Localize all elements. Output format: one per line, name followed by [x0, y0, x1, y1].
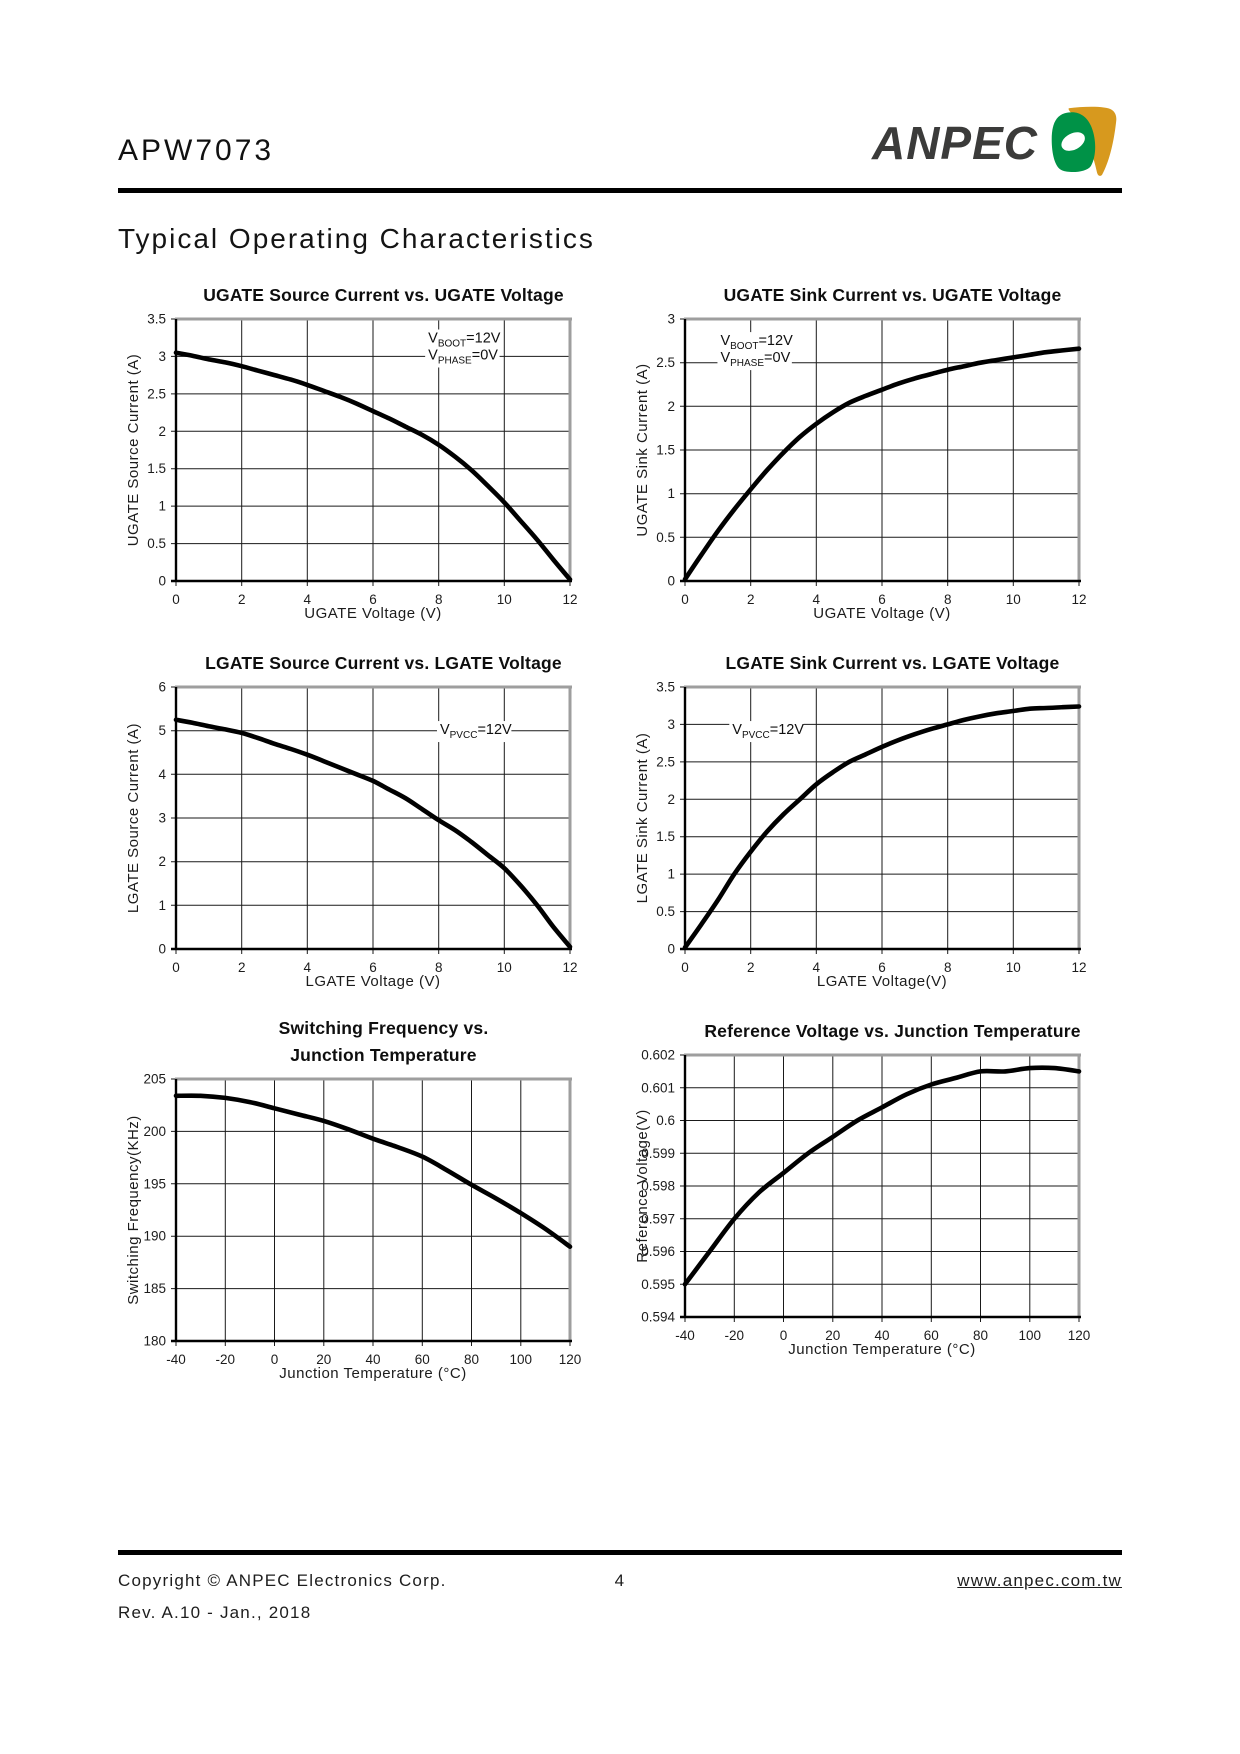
chart-title: LGATE Sink Current vs. LGATE Voltage: [725, 652, 1060, 673]
svg-text:2: 2: [158, 854, 166, 870]
svg-text:VPHASE​=0V: $V_{PHASE}=0V$: [720, 350, 791, 370]
svg-text:4: 4: [303, 960, 312, 975]
svg-text:1: 1: [667, 866, 675, 882]
svg-text:205: 205: [143, 1071, 166, 1087]
svg-text:12: 12: [1071, 592, 1087, 607]
svg-text:LGATE Voltage(V): LGATE Voltage(V): [816, 973, 948, 990]
page-number: 4: [614, 1571, 626, 1590]
svg-text:4: 4: [158, 766, 166, 782]
svg-text:2: 2: [158, 423, 166, 439]
chart-canvas: [120, 679, 590, 995]
svg-text:4: 4: [812, 960, 821, 975]
charts-grid: [118, 279, 1122, 1387]
svg-text:60: 60: [923, 1328, 939, 1343]
page-footer: [118, 1550, 1122, 1623]
chart-title: UGATE Sink Current vs. UGATE Voltage: [723, 284, 1062, 305]
chart-plot: [629, 679, 1120, 995]
section-title: Typical Operating Characteristics: [118, 223, 595, 254]
svg-text:3.5: 3.5: [656, 679, 675, 695]
chart-plot: [629, 311, 1120, 627]
svg-text:0: 0: [779, 1328, 788, 1343]
footer-rule: [118, 1550, 1122, 1555]
chart-canvas: [629, 679, 1099, 995]
svg-text:VBOOT​=12V: $V_{BOOT}=12V$: [720, 333, 793, 353]
svg-text:1.5: 1.5: [656, 442, 675, 458]
svg-text:3: 3: [158, 348, 166, 364]
svg-text:8: 8: [434, 960, 443, 975]
svg-text:LGATE Sink Current (A): LGATE Sink Current (A): [634, 732, 651, 904]
svg-text:3: 3: [667, 311, 675, 327]
svg-text:200: 200: [143, 1124, 166, 1140]
svg-text:120: 120: [1067, 1328, 1091, 1343]
website-link[interactable]: www.anpec.com.tw: [957, 1571, 1122, 1590]
svg-text:10: 10: [1005, 960, 1021, 975]
svg-text:0.597: 0.597: [641, 1211, 675, 1227]
svg-text:Junction Temperature (°C): Junction Temperature (°C): [788, 1341, 976, 1358]
chart-title: UGATE Source Current vs. UGATE Voltage: [203, 284, 564, 305]
svg-text:2: 2: [746, 960, 755, 975]
svg-text:0.596: 0.596: [641, 1244, 675, 1259]
svg-text:40: 40: [874, 1328, 890, 1343]
header-rule: [118, 188, 1122, 193]
svg-text:40: 40: [365, 1352, 381, 1368]
svg-text:0.594: 0.594: [641, 1309, 675, 1325]
svg-text:LGATE Source Current (A): LGATE Source Current (A): [125, 722, 142, 914]
svg-text:0: 0: [667, 941, 675, 957]
svg-text:120: 120: [558, 1352, 582, 1368]
svg-text:6: 6: [158, 679, 166, 695]
svg-text:100: 100: [509, 1352, 533, 1368]
chart-canvas: [629, 311, 1099, 627]
svg-text:80: 80: [972, 1328, 989, 1343]
anpec-logo: [872, 104, 1122, 184]
svg-text:195: 195: [143, 1176, 166, 1192]
svg-text:0.5: 0.5: [147, 536, 166, 552]
svg-text:0: 0: [172, 592, 180, 607]
svg-text:4: 4: [303, 592, 312, 607]
svg-text:0.602: 0.602: [641, 1047, 675, 1063]
svg-text:0.598: 0.598: [641, 1178, 675, 1194]
chart-title: Switching Frequency vs. Junction Temperature: [278, 1018, 489, 1066]
copyright-text: Copyright © ANPEC Electronics Corp.: [118, 1571, 447, 1590]
svg-text:LGATE Voltage (V): LGATE Voltage (V): [305, 973, 441, 990]
svg-text:0.599: 0.599: [641, 1145, 675, 1161]
svg-text:1: 1: [158, 897, 166, 913]
svg-text:-20: -20: [215, 1352, 236, 1368]
svg-text:0.5: 0.5: [656, 529, 675, 545]
svg-text:UGATE Voltage (V): UGATE Voltage (V): [813, 605, 951, 622]
svg-text:UGATE Voltage (V): UGATE Voltage (V): [304, 605, 442, 622]
anpec-logo-icon: [1048, 104, 1122, 182]
chart-title: LGATE Source Current vs. LGATE Voltage: [205, 652, 562, 673]
svg-text:2: 2: [667, 398, 675, 414]
svg-text:6: 6: [369, 960, 377, 975]
svg-text:0: 0: [158, 941, 166, 957]
svg-text:10: 10: [496, 592, 512, 607]
svg-text:80: 80: [463, 1352, 480, 1368]
svg-text:5: 5: [158, 723, 166, 739]
svg-text:0.595: 0.595: [641, 1276, 675, 1292]
svg-text:0: 0: [158, 573, 166, 589]
svg-text:4: 4: [812, 592, 821, 607]
svg-text:0: 0: [172, 960, 180, 975]
svg-text:6: 6: [878, 592, 886, 607]
svg-text:Junction Temperature (°C): Junction Temperature (°C): [279, 1365, 467, 1383]
svg-text:2.5: 2.5: [656, 355, 675, 371]
svg-text:2.5: 2.5: [656, 754, 675, 770]
svg-text:Switching Frequency(KHz): Switching Frequency(KHz): [125, 1115, 142, 1306]
svg-text:3: 3: [158, 810, 166, 826]
svg-text:0: 0: [667, 573, 675, 589]
svg-text:1.5: 1.5: [656, 829, 675, 845]
chart-switching-frequency: [120, 1015, 611, 1387]
svg-text:0.5: 0.5: [656, 904, 675, 920]
svg-text:20: 20: [316, 1352, 332, 1368]
svg-text:0: 0: [681, 960, 689, 975]
svg-text:-40: -40: [675, 1328, 695, 1343]
svg-text:VPVCC​=12V: $V_{PVCC}=12V$: [732, 722, 805, 742]
chart-plot: [120, 311, 611, 627]
svg-text:100: 100: [1018, 1328, 1042, 1343]
svg-text:8: 8: [943, 960, 952, 975]
svg-text:6: 6: [369, 592, 377, 607]
chart-ugate-sink-current: [629, 279, 1120, 627]
chart-title: Reference Voltage vs. Junction Temperature: [704, 1020, 1081, 1041]
svg-text:0.6: 0.6: [656, 1113, 675, 1128]
svg-text:1.5: 1.5: [147, 461, 166, 477]
svg-text:190: 190: [143, 1228, 166, 1244]
svg-text:8: 8: [434, 592, 443, 607]
anpec-logo-text: ANPEC: [871, 117, 1038, 169]
chart-plot: [120, 1071, 611, 1387]
svg-text:2: 2: [667, 791, 675, 807]
svg-text:VPVCC​=12V: $V_{PVCC}=12V$: [439, 722, 512, 742]
svg-text:VPHASE​=0V: $V_{PHASE}=0V$: [428, 347, 498, 367]
svg-text:0: 0: [681, 592, 689, 607]
svg-text:3: 3: [667, 716, 675, 732]
part-number: APW7073: [118, 134, 275, 167]
svg-text:0.601: 0.601: [641, 1080, 675, 1096]
chart-ugate-source-current: [120, 279, 611, 627]
svg-text:0: 0: [270, 1352, 279, 1368]
svg-text:2: 2: [746, 592, 755, 607]
svg-text:3.5: 3.5: [147, 311, 166, 327]
svg-text:UGATE Sink Current (A): UGATE Sink Current (A): [634, 363, 651, 537]
svg-text:2.5: 2.5: [147, 386, 166, 402]
svg-text:-20: -20: [724, 1328, 745, 1343]
chart-reference-voltage: [629, 1015, 1120, 1387]
chart-lgate-sink-current: [629, 647, 1120, 995]
chart-plot: [120, 679, 611, 995]
svg-text:10: 10: [496, 960, 512, 975]
svg-text:185: 185: [143, 1281, 166, 1297]
svg-text:1: 1: [667, 486, 675, 502]
chart-canvas: [120, 311, 590, 627]
svg-text:12: 12: [1071, 960, 1087, 975]
chart-canvas: [629, 1047, 1099, 1363]
svg-text:2: 2: [237, 960, 246, 975]
svg-text:Reference Voltage(V): Reference Voltage(V): [634, 1109, 651, 1263]
svg-text:10: 10: [1005, 592, 1021, 607]
chart-canvas: [120, 1071, 590, 1387]
chart-plot: [629, 1047, 1120, 1363]
svg-text:8: 8: [943, 592, 952, 607]
svg-text:VBOOT​=12V: $V_{BOOT}=12V$: [428, 330, 501, 350]
svg-text:20: 20: [825, 1328, 841, 1343]
svg-text:60: 60: [414, 1352, 430, 1368]
svg-text:12: 12: [562, 592, 578, 607]
svg-text:1: 1: [158, 498, 166, 514]
svg-text:2: 2: [237, 592, 246, 607]
svg-text:UGATE Source Current (A): UGATE Source Current (A): [125, 353, 142, 547]
page-header: [118, 96, 1122, 184]
revision-text: Rev. A.10 - Jan., 2018: [118, 1603, 312, 1622]
svg-text:12: 12: [562, 960, 578, 975]
chart-lgate-source-current: [120, 647, 611, 995]
svg-text:-40: -40: [166, 1352, 186, 1368]
svg-text:6: 6: [878, 960, 886, 975]
svg-text:180: 180: [143, 1333, 166, 1349]
